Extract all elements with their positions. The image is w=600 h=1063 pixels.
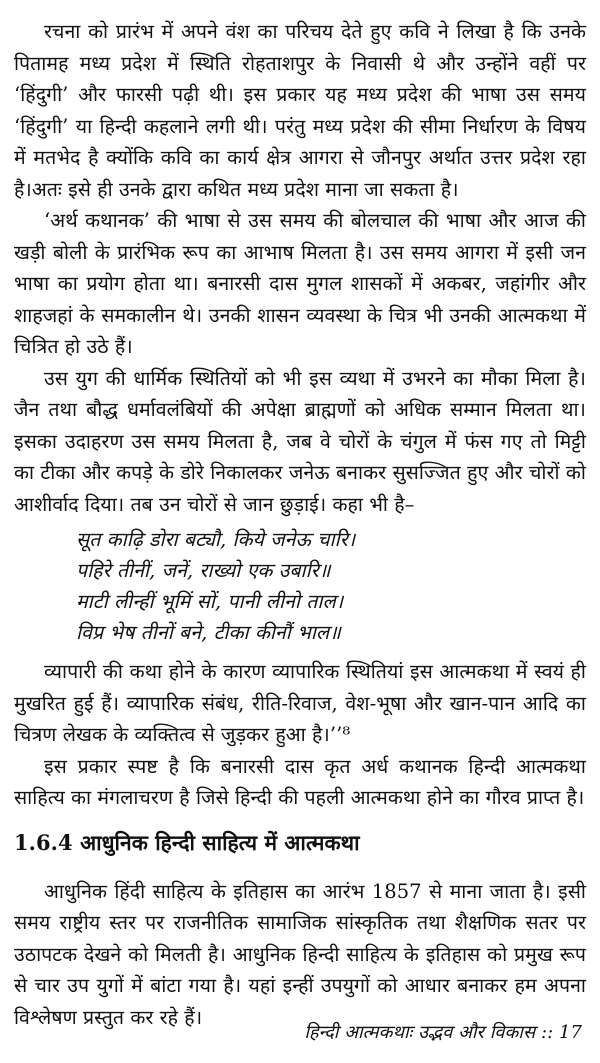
verse-line: पहिरे तीनीं, जनें, राख्यो एक उबारि॥ — [76, 559, 331, 582]
paragraph-lineage: रचना को प्रारंभ में अपने वंश का परिचय देते हुए कवि ने लिखा है कि उनके पितामह मध्य प्रदेश में स्थिति रोहताशपुर के निवासी थे और उन्होंने वहीं पर ‘हिंदुगी’ और फारसी पढ़ी थी। इस प्रकार यह मध्य प्रदेश की भाषा उस समय ‘हिंदुगी’ या हिन्दी कहलाने लगी थी। परंतु मध्य प्रदेश की सीमा निर्धारण के विषय में मतभेद है क्योंकि कवि का कार्य क्षेत्र आगरा से जौनपुर अर्थात उत्तर प्रदेश रहा है।अतः इसे ही उनके द्वारा कथित मध्य प्रदेश माना जा सकता है। — [14, 20, 586, 201]
section-heading: 1.6.4 आधुनिक हिन्दी साहित्य में आत्मकथा — [14, 829, 360, 855]
page-footer: हिन्दी आत्मकथाः उद्भव और विकास :: 17 — [304, 1022, 582, 1043]
paragraph-language: ‘अर्थ कथानक’ की भाषा से उस समय की बोलचाल की भाषा और आज की खड़ी बोली के प्रारंभिक रूप का आभाष मिलता है। उस समय आगरा में इसी जन भाषा का प्रयोग होता था। बनारसी दास मुगल शासकों में अकबर, जहांगीर और शाहजहां के समकालीन थे। उनकी शासन व्यवस्था के चित्र भी उनकी आत्मकथा में चित्रित हो उठे हैं। — [14, 209, 586, 358]
paragraph-religion: उस युग की धार्मिक स्थितियों को भी इस व्यथा में उभरने का मौका मिला है। जैन तथा बौद्ध धर्मावलंबियों की अपेक्षा ब्राह्मणों को अधिक सम्मान मिलता था। इसका उदाहरण उस समय मिलता है, जब वे चोरों के चंगुल में फंस गए तो मिट्टी का टीका और कपड़े के डोरे निकालकर जनेऊ बनाकर सुसज्जित हुए और चोरों को आशीर्वाद दिया। तब उन चोरों से जान छुड़ाई। कहा भी है– — [14, 366, 586, 516]
paragraph-modern: आधुनिक हिंदी साहित्य के इतिहास का आरंभ 1857 से माना जाता है। इसी समय राष्ट्रीय स्तर पर राजनीतिक सामाजिक सांस्कृतिक तथा शैक्षणिक सतर पर उठापटक देखने को मिलती है। आधुनिक हिन्दी साहित्य के इतिहास को प्रमुख रूप से चार उप युगों में बांटा गया है। यहां इन्हीं उपयुगों को आधार बनाकर हम अपना विश्लेषण प्रस्तुत कर रहे हैं। — [14, 879, 586, 1029]
verse-line: विप्र भेष तीनों बने, टीका कीनौं भाल॥ — [76, 621, 341, 644]
verse-line: सूत काढ़ि डोरा बट्यौ, किये जनेऊ चारि। — [76, 528, 356, 551]
verse-block — [76, 524, 586, 648]
paragraph-conclusion: इस प्रकार स्पष्ट है कि बनारसी दास कृत अर्ध कथानक हिन्दी आत्मकथा साहित्य का मंगलाचरण है जिसे हिन्दी की पहली आत्मकथा होने का गौरव प्राप्त है। — [14, 754, 586, 809]
verse-line: माटी लीन्हीं भूमिं सों, पानी लीनो ताल। — [76, 590, 344, 613]
paragraph-trade: व्यापारी की कथा होने के कारण व्यापारिक स्थितियां इस आत्मकथा में स्वयं ही मुखरित हुई हैं। व्यापारिक संबंध, रीति-रिवाज, वेश-भूषा और खान-पान आदि का चित्रण लेखक के व्यक्तित्व से जुड़कर हुआ है।’’⁸ — [14, 660, 586, 746]
